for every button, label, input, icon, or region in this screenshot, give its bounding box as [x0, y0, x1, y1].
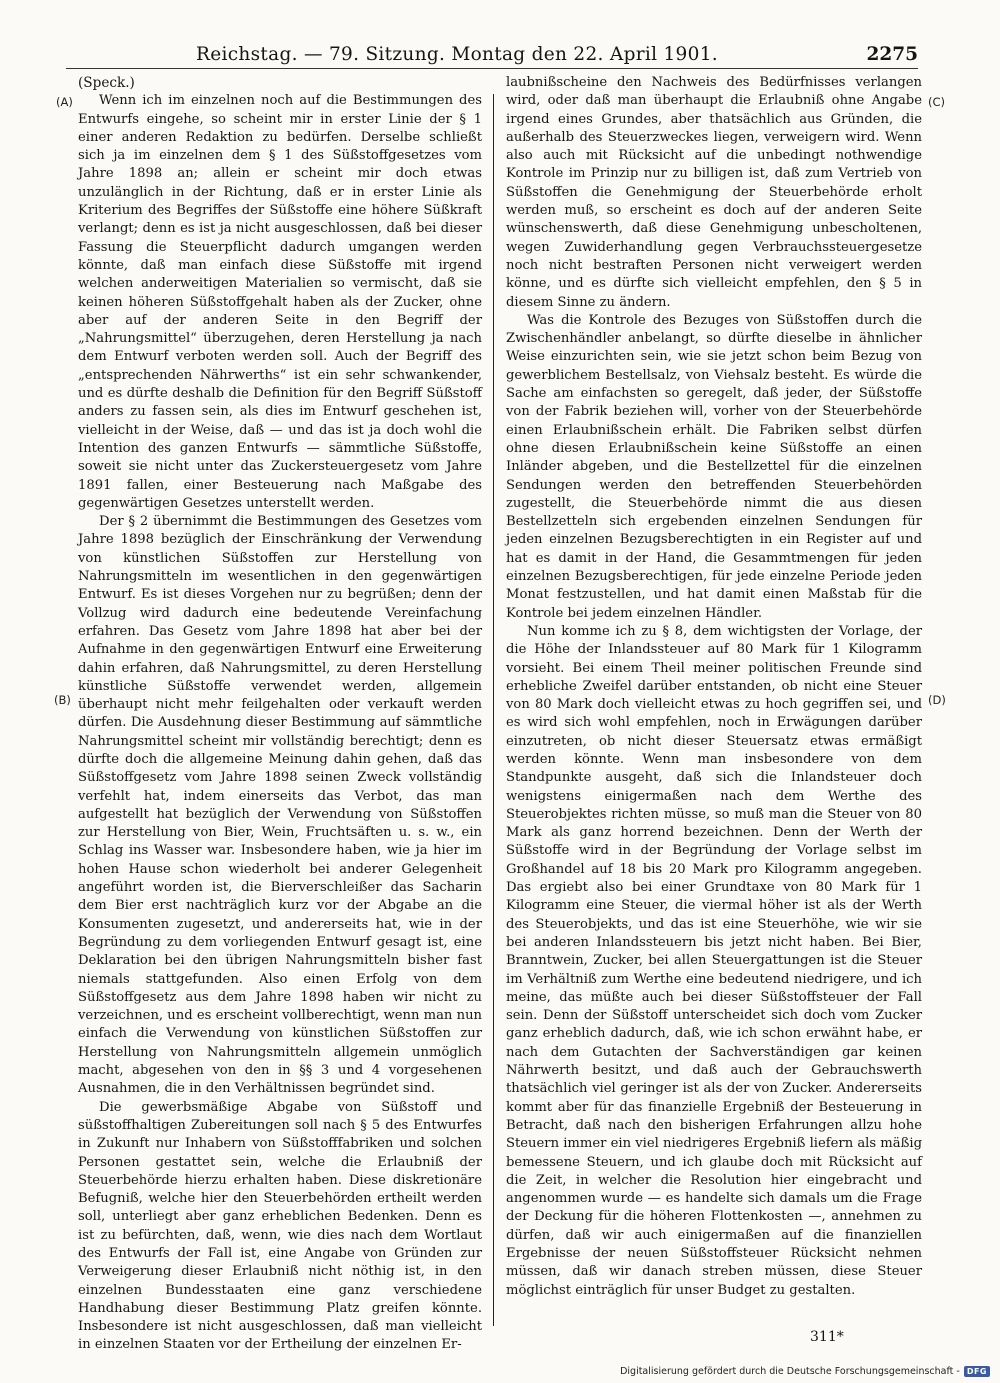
margin-mark-a: (A): [56, 95, 73, 109]
right-column: [506, 74, 922, 1300]
footer-text: Digitalisierung gefördert durch die Deutsche Forschungsgemeinschaft -: [620, 1366, 960, 1377]
margin-mark-d: (D): [928, 693, 946, 707]
paragraph: laubnißscheine den Nachweis des Bedürfnisses verlangen wird, oder daß man überhaupt die Erlaubniß ohne Angabe irgend eines Grundes, aber thatsächlich aus Gründen, die außerhalb des Steuerzweckes liegen, verweigern wird. Wenn also auch mit Rücksicht auf die unbedingt nothwendige Kontrole im Prinzip nur zu billigen ist, daß zum Vertrieb von Süßstoffen die Genehmigung der Steuerbehörde erholt werden muß, so erscheint es doch auf der anderen Seite wünschenswerth, daß diese Genehmigung unbescholtenen, wegen Zuwiderhandlung gegen Verbrauchssteuergesetze noch nicht bestraften Personen nicht verweigert werden könne, und es dürfte sich vielleicht empfehlen, den § 5 in diesem Sinne zu ändern.: [506, 75, 922, 310]
left-column: [78, 74, 482, 1355]
signature-mark: 311*: [810, 1329, 844, 1345]
paragraph: Die gewerbsmäßige Abgabe von Süßstoff und süßstoffhaltigen Zubereitungen soll nach § 5 des Entwurfes in Zukunft nur Inhabern von Süßstofffabriken und solchen Personen gestattet sein, welche die Erlaubniß der Steuerbehörde hierzu erhalten haben. Diese diskretionäre Befugniß, welche hier den Steuerbehörden ertheilt werden soll, unterliegt aber ganz erheblichen Bedenken. Denn es ist zu befürchten, daß, wenn, wie dies nach dem Wortlaut des Entwurfs der Fall ist, eine Angabe von Gründen zur Verweigerung dieser Erlaubniß nicht nöthig ist, in den einzelnen Bundesstaaten eine ganz verschiedene Handhabung dieser Bestimmung Platz greifen könnte. Insbesondere ist nicht ausgeschlossen, daß man vielleicht in einzelnen Staaten vor der Ertheilung der einzelnen Er-: [78, 1099, 482, 1353]
running-title: Reichstag. — 79. Sitzung. Montag den 22. April 1901.: [196, 44, 718, 65]
dfg-logo: DFG: [964, 1366, 990, 1377]
paragraph: Der § 2 übernimmt die Bestimmungen des Gesetzes vom Jahre 1898 bezüglich der Einschränkung der Verwendung von künstlichen Süßstoffen zur Herstellung von Nahrungsmitteln im wesentlichen in den gegenwärtigen Entwurf. Es ist dieses Vorgehen nur zu begrüßen; denn der Vollzug wird dadurch eine bedeutende Vereinfachung erfahren. Das Gesetz vom Jahre 1898 hat aber bei der Aufnahme in den gegenwärtigen Entwurf eine Erweiterung dahin erfahren, daß Nahrungsmittel, zu deren Herstellung künstliche Süßstoffe verwendet werden, allgemein überhaupt nicht mehr feilgehalten oder verkauft werden dürfen. Die Ausdehnung dieser Bestimmung auf sämmtliche Nahrungsmittel scheint mir vollständig berechtigt; denn es dürfte doch die allgemeine Meinung dahin gehen, daß das Süßstoffgesetz vom Jahre 1898 seinen Zweck vollständig verfehlt hat, indem einerseits das Verbot, das man aufgestellt hat bezüglich der Verwendung von Süßstoffen zur Herstellung von Bier, Wein, Fruchtsäften u. s. w., ein Schlag ins Wasser war. Insbesondere haben, wie ja hier im hohen Hause schon wiederholt bei anderer Gelegenheit angeführt worden ist, die Bierverschleißer das Sacharin dem Bier erst nachträglich kurz vor der Abgabe an die Konsumenten zugesetzt, und andererseits hat, wie in der Begründung zu dem vorliegenden Entwurf gesagt ist, eine Deklaration bei den übrigen Nahrungsmitteln bisher fast niemals stattgefunden. Also einen Erfolg von dem Süßstoffgesetz aus dem Jahre 1898 haben wir nicht zu verzeichnen, und es erscheint vollberechtigt, wenn man nun einfach die Verwendung von künstlichen Süßstoffen zur Herstellung von Nahrungsmitteln allgemein unmöglich macht, abgesehen von den in §§ 3 und 4 vorgesehenen Ausnahmen, die in den Verhältnissen begründet sind.: [78, 514, 482, 1097]
column-divider: [493, 94, 494, 1326]
digitization-footer: [620, 1366, 990, 1377]
margin-mark-c: (C): [928, 95, 946, 109]
paragraph: Was die Kontrole des Bezuges von Süßstoffen durch die Zwischenhändler anbelangt, so dürfte dieselbe in ähnlicher Weise einzurichten sein, wie sie jetzt schon beim Bezug von gewerblichem Bestellsalz, von Viehsalz besteht. Es würde die Sache am einfachsten so geregelt, daß jeder, der Süßstoffe von der Fabrik beziehen will, vorher von der Steuerbehörde einen Erlaubnißschein erhält. Die Fabriken selbst dürfen ohne diesen Erlaubnißschein keine Süßstoffe an einen Inländer abgeben, und die Bestellzettel für die einzelnen Sendungen werden den betreffenden Steuerbehörden zugestellt, die Steuerbehörde nimmt die aus diesen Bestellzetteln sich ergebenden einzelnen Sendungen für jeden einzelnen Bezugsberechtigten in ein Register auf und hat es damit in der Hand, die Gesammtmengen für jeden einzelnen Bezugsberechtigen, für jede einzelne Periode jeden Monat festzustellen, und hat damit einen Maßstab für die Kontrole bei jedem einzelnen Händler.: [506, 312, 922, 621]
margin-mark-b: (B): [54, 693, 71, 707]
page-header: [66, 44, 918, 74]
paragraph: Nun komme ich zu § 8, dem wichtigsten der Vorlage, der die Höhe der Inlandssteuer auf 80 Mark für 1 Kilogramm vorsieht. Bei einem Theil meiner politischen Freunde sind erhebliche Zweifel darüber entstanden, ob nicht eine Steuer von 80 Mark doch vielleicht etwas zu hoch gegriffen sei, und es wird sich wohl empfehlen, noch in Erwägungen darüber einzutreten, ob nicht dieser Steuersatz etwas ermäßigt werden könnte. Wenn man insbesondere von dem Standpunkte ausgeht, daß sich die Inlandsteuer doch wenigstens einigermaßen nach dem Werthe des Steuerobjektes richten müsse, so muß man die Steuer von 80 Mark als ganz horrend bezeichnen. Denn der Werth der Süßstoffe wird in der Begründung der Vorlage selbst im Großhandel auf 18 bis 20 Mark pro Kilogramm angegeben. Das ergiebt also bei einer Grundtaxe von 80 Mark für 1 Kilogramm eine Steuer, die viermal höher ist als der Werth des Steuerobjekts, und das ist eine Steuerhöhe, wie wir sie bei anderen Inlandssteuern bis jetzt nicht haben. Bei Bier, Branntwein, Zucker, bei allen Steuergattungen ist die Steuer im Verhältniß zum Werthe eine bedeutend niedrigere, und ich meine, das müßte auch bei dieser Süßstoffsteuer der Fall sein. Denn der Süßstoff unterscheidet sich doch vom Zucker ganz erheblich dadurch, daß, wie ich schon erwähnt habe, er nach dem Gutachten der Sachverständigen gar keinen Nährwerth besitzt, und daß auch der Gebrauchswerth thatsächlich viel geringer ist als der von Zucker. Andererseits kommt aber für das finanzielle Ergebniß der Besteuerung in Betracht, daß nach den bisherigen Erfahrungen allzu hohe Steuern immer ein viel niedrigeres Ergebniß liefern als mäßig bemessene Steuern, und ich glaube doch mit Rücksicht auf die Zeit, in welcher die Resolution hier eingebracht und angenommen wurde — es handelte sich damals um die Frage der Deckung für die höheren Flottenkosten —, annehmen zu dürfen, daß wir auch einigermaßen auf die finanziellen Ergebnisse der neuen Süßstoffsteuer Rücksicht nehmen müssen, daß wir danach streben müssen, diese Steuer möglichst einträglich für unser Budget zu gestalten.: [506, 623, 922, 1298]
speaker-name: (Speck.): [78, 75, 135, 91]
paragraph: Wenn ich im einzelnen noch auf die Bestimmungen des Entwurfs eingehe, so scheint mir in erster Linie der § 1 einer anderen Redaktion zu bedürfen. Derselbe schließt sich ja im einzelnen dem § 1 des Süßstoffgesetzes vom Jahre 1898 an; allein er scheint mir doch etwas unzulänglich in der Richtung, daß er in erster Linie als Kriterium des Begriffes der Süßstoffe eine höhere Süßkraft verlangt; denn es ist ja nicht ausgeschlossen, daß bei dieser Fassung die Steuerpflicht dadurch umgangen werden könnte, daß man einfach diese Süßstoffe mit irgend welchen anderweitigen Materialien so vermischt, daß sie keinen höheren Süßstoffgehalt haben als der Zucker, ohne aber auf der anderen Seite in den Begriff der „Nahrungsmittel“ überzugehen, deren Herstellung ja nach dem Entwurf verboten werden soll. Auch der Begriff des „entsprechenden Nährwerths“ ist ein sehr schwankender, und es dürfte deshalb die Definition für den Begriff Süßstoff anders zu fassen sein, als dies im Entwurf geschehen ist, vielleicht in der Weise, daß — und das ist ja doch wohl die Intention des ganzen Entwurfs — sämmtliche Süßstoffe, soweit sie nicht unter das Zuckersteuergesetz vom Jahre 1891 fallen, einer Besteuerung nach Maßgabe des gegenwärtigen Gesetzes unterstellt werden.: [78, 93, 482, 511]
header-rule: [66, 68, 918, 69]
page-number: 2275: [866, 44, 918, 65]
